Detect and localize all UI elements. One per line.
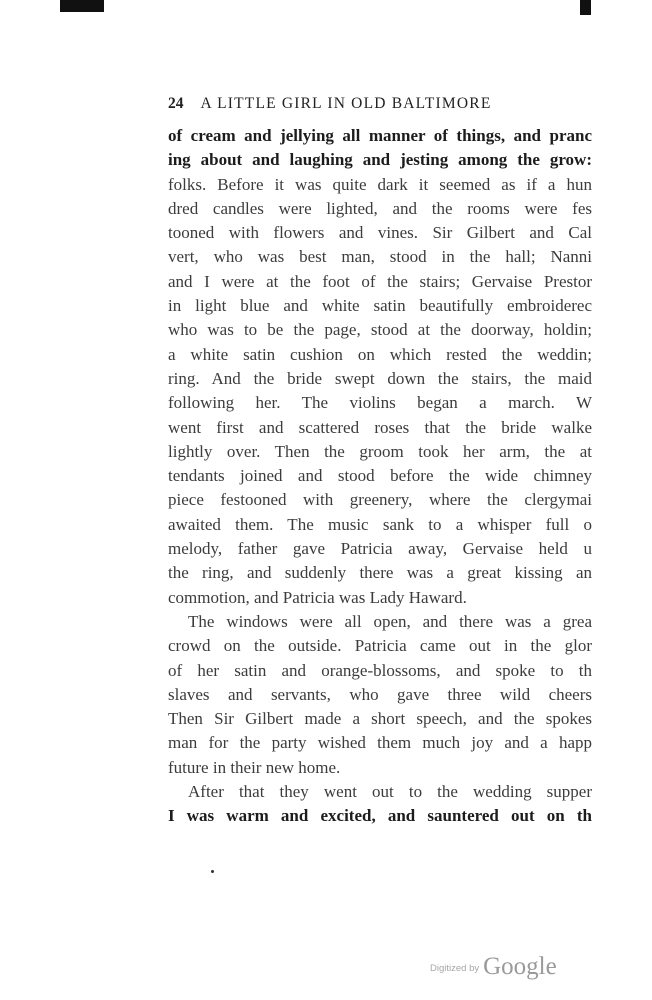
watermark-prefix: Digitized by	[430, 963, 480, 974]
google-logo: Google	[483, 953, 557, 980]
text-line: melody, father gave Patricia away, Gervaise held u	[168, 539, 592, 559]
text-line: crowd on the outside. Patricia came out in the glor	[168, 636, 592, 656]
text-line: tendants joined and stood before the wide chimney	[168, 466, 592, 486]
text-line: slaves and servants, who gave three wild cheers	[168, 684, 592, 704]
text-line: future in their new home.	[168, 757, 341, 777]
scan-edge-mark-right	[580, 0, 591, 15]
ink-speck	[211, 870, 214, 873]
text-line: After that they went out to the wedding supper	[188, 782, 592, 802]
body-text	[168, 124, 592, 829]
text-line: piece festooned with greenery, where the clergymai	[168, 490, 592, 510]
book-page	[168, 92, 592, 852]
text-line: I was warm and excited, and sauntered out on th	[168, 806, 592, 826]
text-line: the ring, and suddenly there was a great kissing an	[168, 563, 592, 583]
text-line: dred candles were lighted, and the rooms were fes	[168, 198, 592, 218]
text-line: folks. Before it was quite dark it seemed as if a hun	[168, 174, 592, 194]
page-number: 24	[168, 95, 184, 112]
running-header	[168, 92, 592, 116]
text-line: following her. The violins began a march. W	[168, 393, 592, 413]
text-line: in light blue and white satin beautifully embroiderec	[168, 296, 592, 316]
text-line: lightly over. Then the groom took her arm, the at	[168, 441, 592, 461]
text-line: ring. And the bride swept down the stairs, the maid	[168, 368, 592, 388]
text-line: tooned with flowers and vines. Sir Gilbert and Cal	[168, 223, 592, 243]
text-line: of cream and jellying all manner of things, and pranc	[168, 126, 592, 145]
text-line: of her satin and orange-blossoms, and spoke to th	[168, 660, 592, 680]
text-line: a white satin cushion on which rested the weddin;	[168, 344, 592, 364]
text-line: awaited them. The music sank to a whisper full o	[168, 514, 592, 534]
text-line: man for the party wished them much joy and a happ	[168, 733, 592, 753]
scan-edge-mark-left	[60, 0, 104, 12]
text-line: and I were at the foot of the stairs; Gervaise Prestor	[168, 271, 592, 291]
text-line: ing about and laughing and jesting among the grow:	[168, 150, 592, 170]
text-line: went first and scattered roses that the bride walke	[168, 417, 592, 437]
text-line: vert, who was best man, stood in the hall; Nanni	[168, 247, 592, 267]
text-line: Then Sir Gilbert made a short speech, and the spokes	[168, 709, 592, 729]
digitization-watermark	[430, 953, 557, 981]
text-line: commotion, and Patricia was Lady Haward.	[168, 587, 467, 607]
text-line: who was to be the page, stood at the doorway, holdin;	[168, 320, 592, 340]
text-line: The windows were all open, and there was a grea	[188, 611, 592, 631]
running-title: A LITTLE GIRL IN OLD BALTIMORE	[200, 95, 492, 112]
